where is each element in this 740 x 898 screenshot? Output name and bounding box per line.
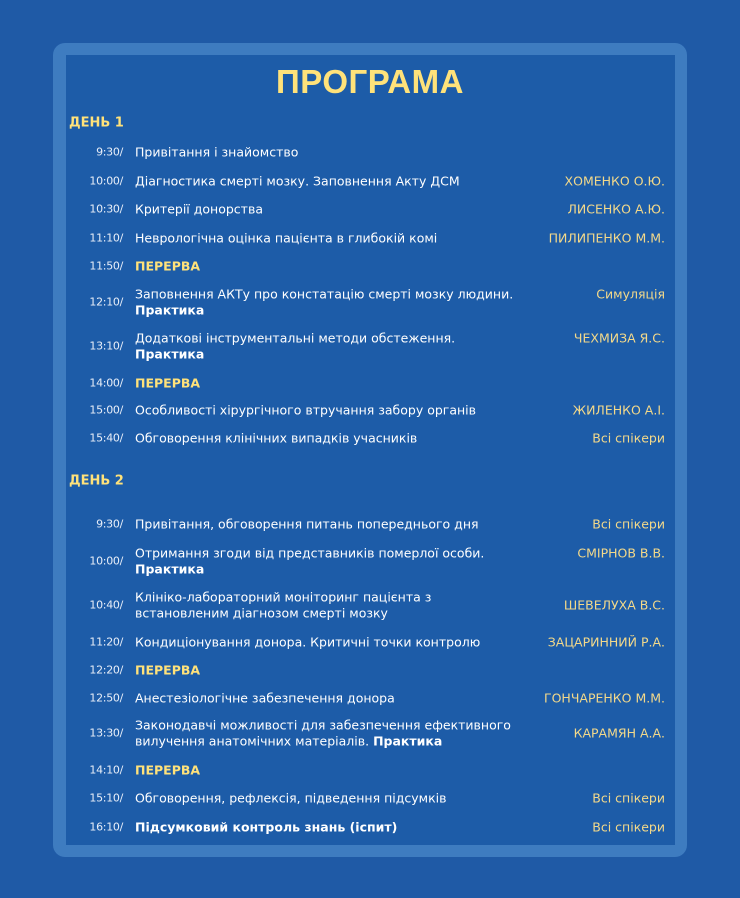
time-label: 14:10/ [89, 763, 123, 777]
speaker-name: ГОНЧАРЕНКО М.М. [543, 690, 665, 706]
time-label: 16:10/ [89, 820, 123, 834]
emphasis-text: ПЕРЕРВА [135, 762, 201, 778]
speaker-name: Всі спікери [592, 430, 665, 446]
time-label: 15:40/ [89, 431, 123, 445]
session-title [135, 402, 476, 418]
title-text: Обговорення, рефлексія, підведення підсумків [135, 790, 447, 806]
speaker-name: Всі спікери [592, 819, 665, 835]
time-label: 13:30/ [89, 726, 123, 740]
speaker-name: ЛИСЕНКО А.Ю. [567, 201, 665, 217]
session-title [135, 634, 480, 650]
time-label: 13:10/ [89, 339, 123, 353]
session-title [135, 516, 479, 532]
speaker-name: ЖИЛЕНКО А.І. [572, 402, 665, 418]
day-label: ДЕНЬ 1 [69, 115, 124, 131]
time-label: 12:50/ [89, 691, 123, 705]
title-text: Привітання, обговорення питань попереднього дня [135, 516, 479, 532]
emphasis-text: Підсумковий контроль знань (іспит) [135, 819, 398, 835]
session-title [135, 144, 298, 160]
title-text: Неврологічна оцінка пацієнта в глибокій комі [135, 230, 438, 246]
time-label: 15:10/ [89, 791, 123, 805]
session-title [135, 230, 437, 246]
time-label: 12:10/ [89, 295, 123, 309]
break-label [135, 762, 200, 778]
speaker-name: СМІРНОВ В.В. [577, 545, 665, 561]
title-text: Додаткові інструментальні методи обстеження. [135, 330, 456, 346]
page-title: ПРОГРАМА [276, 63, 464, 100]
title-text: Критерії донорства [135, 201, 263, 217]
title-text: Привітання і знайомство [135, 144, 299, 160]
speaker-name: Всі спікери [592, 516, 665, 532]
time-label: 10:00/ [89, 174, 123, 188]
title-text: Заповнення АКТу про констатацію смерті мозку людини. [135, 286, 514, 302]
time-label: 10:30/ [89, 202, 123, 216]
session-title [135, 819, 397, 835]
title-text: Діагностика смерті мозку. Заповнення Акту ДСМ [135, 173, 460, 189]
break-label [135, 375, 200, 391]
emphasis-text: Практика [135, 302, 205, 317]
title-text: встановленим діагнозом смерті мозку [135, 605, 388, 620]
speaker-name: Всі спікери [592, 790, 665, 806]
time-label: 11:10/ [89, 231, 123, 245]
title-text: Анестезіологічне забезпечення донора [135, 690, 395, 706]
emphasis-text: ПЕРЕРВА [135, 258, 201, 274]
session-title [135, 287, 513, 318]
time-label: 10:40/ [89, 598, 123, 612]
speaker-name: Симуляція [596, 286, 665, 302]
session-title [135, 201, 263, 217]
title-text: Обговорення клінічних випадків учасників [135, 430, 418, 446]
session-title [135, 173, 460, 189]
session-title [135, 718, 511, 749]
title-text: Особливості хірургічного втручання забору органів [135, 402, 477, 418]
time-label: 15:00/ [89, 403, 123, 417]
speaker-name: ШЕВЕЛУХА В.С. [563, 597, 665, 613]
title-text: Законодавчі можливості для забезпечення ефективного [135, 717, 511, 733]
time-label: 11:20/ [89, 635, 123, 649]
time-label: 9:30/ [96, 145, 123, 159]
time-label: 10:00/ [89, 554, 123, 568]
session-title [135, 331, 455, 362]
speaker-name: ЗАЦАРИННИЙ Р.А. [547, 634, 665, 650]
session-title [135, 790, 446, 806]
emphasis-text: Практика [135, 561, 205, 576]
title-text: Кондиціонування донора. Критичні точки контролю [135, 634, 481, 650]
session-title [135, 590, 431, 621]
emphasis-text: ПЕРЕРВА [135, 375, 201, 391]
session-title [135, 546, 484, 577]
speaker-name: ПИЛИПЕНКО М.М. [548, 230, 665, 246]
day-label: ДЕНЬ 2 [69, 473, 124, 489]
break-label [135, 662, 200, 678]
speaker-name: ЧЕХМИЗА Я.С. [573, 330, 665, 346]
speaker-name: ХОМЕНКО О.Ю. [564, 173, 665, 189]
session-title [135, 430, 417, 446]
title-text: Клініко-лабораторний моніторинг пацієнта з [135, 589, 432, 605]
time-label: 9:30/ [96, 517, 123, 531]
time-label: 12:20/ [89, 663, 123, 677]
speaker-name: КАРАМЯН А.А. [573, 725, 665, 741]
session-title [135, 690, 395, 706]
emphasis-text: Практика [373, 733, 443, 748]
time-label: 14:00/ [89, 376, 123, 390]
time-label: 11:50/ [89, 259, 123, 273]
emphasis-text: ПЕРЕРВА [135, 662, 201, 678]
title-text: вилучення анатомічних матеріалів. [135, 733, 374, 748]
break-label [135, 258, 200, 274]
title-text: Отримання згоди від представників померлої особи. [135, 545, 485, 561]
emphasis-text: Практика [135, 346, 205, 361]
